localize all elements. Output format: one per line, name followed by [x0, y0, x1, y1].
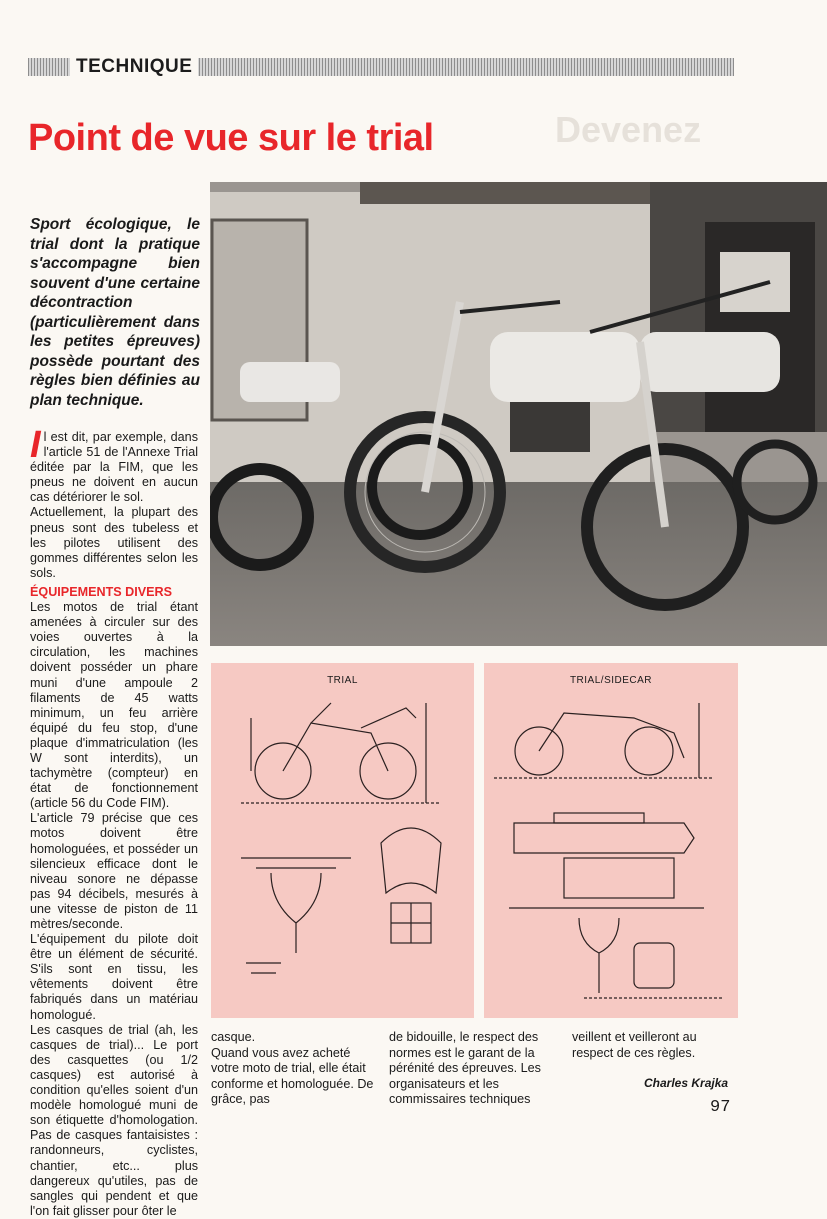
diagram-sidecar — [484, 663, 738, 1018]
column-3: de bidouille, le respect des normes est le garant de la pérénité des épreuves. Les organisateurs et les commissaires techniques — [389, 1030, 541, 1107]
diagram-trial — [211, 663, 474, 1018]
author-signature: Charles Krajka — [644, 1076, 729, 1090]
subheading: ÉQUIPEMENTS DIVERS — [30, 584, 173, 599]
column-1 — [30, 424, 198, 1219]
motorcycles-photo — [210, 182, 827, 646]
diagram-title: TRIAL/SIDECAR — [569, 675, 653, 686]
paragraph: l est dit, par exemple, dans l'article 51 de l'Annexe Trial éditée par la FIM, que les pneus ne doivent en aucun cas détériorer le sol. — [30, 430, 198, 505]
paragraph: L'équipement du pilote doit être un élément de sécurité. S'ils sont en tissu, les vêtements doivent être fabriqués dans un matériau homologué. — [30, 932, 198, 1022]
section-label: TECHNIQUE — [70, 54, 198, 80]
article-lead: Sport écologique, le trial dont la pratique s'accompagne bien souvent d'une certaine décontraction (particulièrement dans les petites épreuves) possède pourtant des règles bien définies au plan technique. — [30, 216, 200, 409]
column-2: casque. Quand vous avez acheté votre moto de trial, elle était conforme et homologuée. De grâce, pas — [211, 1030, 374, 1107]
page-number: 97 — [710, 1098, 731, 1117]
drop-cap: I — [30, 424, 41, 466]
column-4: veillent et veilleront au respect de ces règles. — [572, 1030, 697, 1060]
paragraph: Actuellement, la plupart des pneus sont des tubeless et les pilotes utilisent des gommes différentes selon les sols. — [30, 505, 198, 580]
article-title: Point de vue sur le trial — [28, 117, 434, 159]
diagram-sidecar-drawing — [484, 663, 738, 1018]
photo-illustration — [210, 182, 827, 646]
paragraph: Les casques de trial (ah, les casques de trial)... Le port des casquettes (ou 1/2 casques) est autorisé à condition qu'elles soient d'un modèle homologué muni de son étiquette d'homologation. Pas de casques fantaisistes : randonneurs, cyclistes, chantier, etc... plus dangereux qu'utiles, pas de sangles qui pendent et que l'on fait glisser pour ôter le — [30, 1022, 198, 1218]
paragraph: Les motos de trial étant amenées à circuler sur des voies ouvertes à la circulation, les machines doivent posséder un phare muni d'une ampoule 2 filaments de 45 watts minimum, un feu arrière équipé du feu stop, d'une plaque d'immatriculation (les W sont interdits), un tachymètre (compteur) en état de fonctionnement (article 56 du Code FIM). — [30, 600, 198, 811]
diagram-title: TRIAL — [327, 675, 358, 686]
diagram-trial-drawing — [211, 663, 474, 1018]
paragraph: L'article 79 précise que ces motos doivent être homologuées, et posséder un silencieux efficace dont le niveau sonore ne dépasse pas 94 décibels, mesurés à une vitesse de piston de 11 mètres/seconde. — [30, 811, 198, 931]
bleed-through-text: Devenez — [555, 109, 702, 150]
